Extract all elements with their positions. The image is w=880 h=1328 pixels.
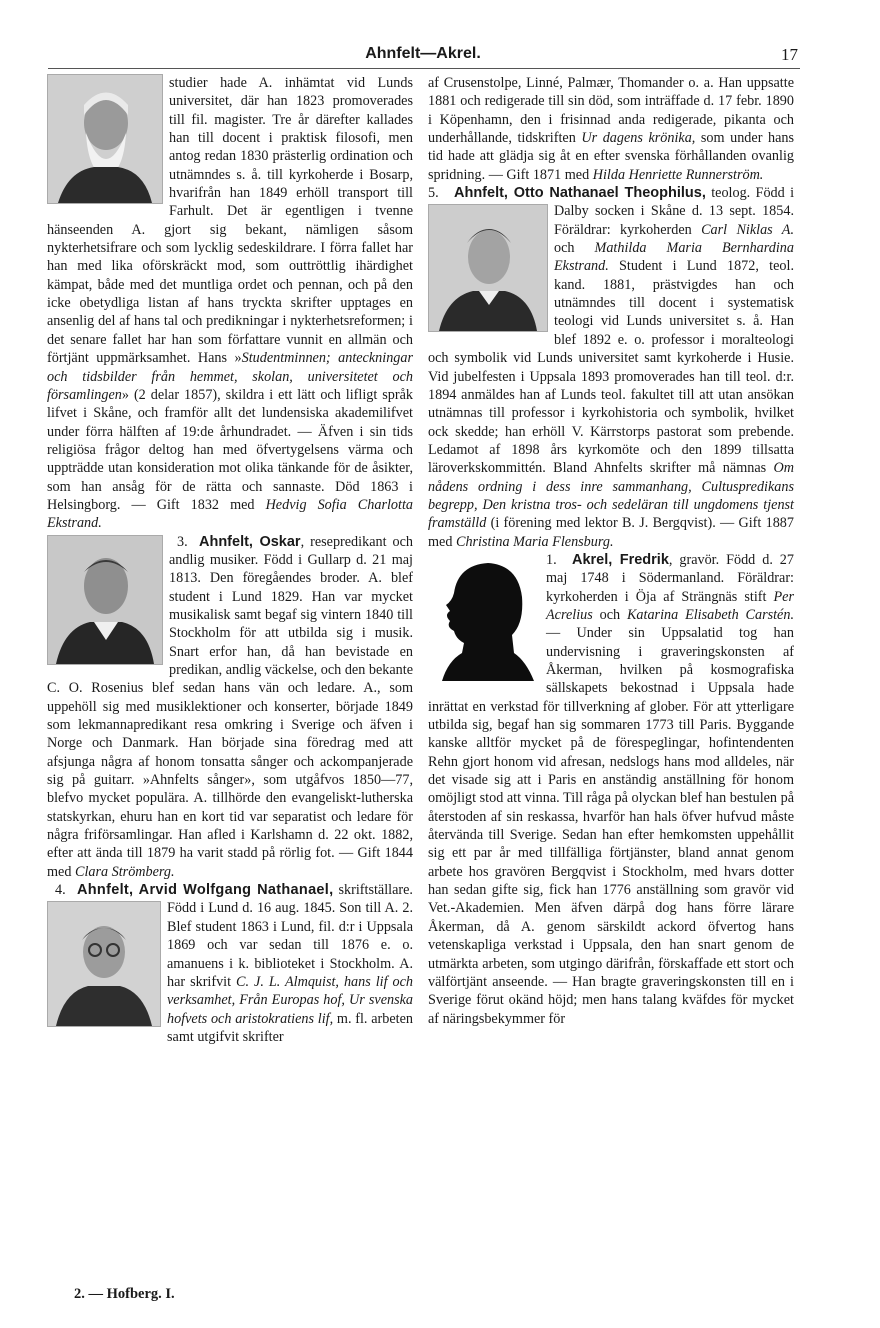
page-number: 17 <box>781 45 798 64</box>
father-name: Carl Niklas A. <box>701 221 794 238</box>
spouse-name: Hedvig Sofia Charlotta Ekstrand. <box>47 496 413 532</box>
entry-continuation-right <box>428 74 794 184</box>
work-titles: Om nådens ordning i dess inre sammanhang, Cultuspredikans begrepp, Den kristna tros- och sedeläran till ungdomens tjenst framställd <box>428 460 794 532</box>
portrait-man-glasses-icon <box>47 901 161 1027</box>
entry-5 <box>428 184 794 551</box>
signature-mark <box>74 1286 175 1303</box>
entry-number: 4. <box>55 882 66 899</box>
journal-title: Ur dagens krönika, <box>581 130 696 147</box>
entry-heading: Akrel, Fredrik <box>572 551 669 568</box>
page-title: Ahnfelt—Akrel. <box>365 45 481 62</box>
running-header <box>48 44 798 68</box>
text-block: — Under sin Uppsalatid tog han undervisning i graveringskonsten af Åkerman, hvilken på kosmografiska sällskapets bekostnad i Uppsala hade inrättat en verkstad för tillverkning af glober. För att ytterligare utbilda sig, begaf han sig sommaren 1773 till Paris. Byggande kanske alltför mycket på de förespeglingar, hofintendenten Rehn gjort honom vid afresan, nedslogs hans mod alldeles, när det visade sig att i Paris en anständig anställning för honom omöjligt stod att vinna. Till råga på olyckan blef han bestulen på återstoden af sin reskassa, hvarför han hals öfver hufvud måste återvända till Sverige. Sedan han efter hemkomsten uppehållit sig ett par år med tillfälliga förtjänster, bland annat genom arbete hos gravören Bergqvist i Stockholm, med hvars dotter han sedan gifte sig, fick han 1776 anställning som gravör vid Vet.-Akademien. Men äfven därpå dog hans förre lärare Åkerman, då A. genom särskildt ackord öfvertog hans vetenskapliga verkstad i Uppsala, den han snart genom de utmärkta arbeten, som utgingo därifrån, förskaffade ett stort och välförtjänt anseende. — Han bragte graveringskonsten till en i Sverige förut okänd höjd; men hans talang kväfdes för mycket af näringsbekymmer för <box>428 625 794 1027</box>
text-block: , resepredikant och andlig musiker. Född i Gullarp d. 21 maj 1813. Den föregåendes broder. A. blef student i Lund 1829. Han var mycket musikalisk samt begaf sig vintern 1840 till Stockholm för att utbilda sig i musik. Snart erfor han, då han bevistade en predikan, andlig väckelse, och den bekante C. O. Rosenius blef sedan hans vän och ledare. A., som uppehöll sig med musiklektioner och konserter, började 1849 som lekmannapredikant resa omkring i Sverige och äfven i Norge och Danmark. Han började sina föredrag med att afsjunga några af honom tonsatta sånger och ackompanjerade sig på guitarr. »Ahnfelts sånger», som utgåfvos 1850—77, blefvo mycket populära. A. tillhörde den evangeliskt-lutherska statskyrkan, ehuru han en kort tid var separatist och ledare för några friförsamlingar. Han afled i Karlshamn d. 22 okt. 1882, efter att ända till 1879 ha varit stadd på rörlig fot. — Gift 1844 med <box>47 533 414 880</box>
portrait-elderly-man-beard-icon <box>47 74 163 204</box>
spouse-name: Hilda Henriette Runnerström. <box>592 166 764 183</box>
entry-heading: Ahnfelt, Otto Nathanael Theophilus, <box>454 185 706 202</box>
book-title: Studentminnen; anteckningar och tidsbilder från hemmet, skolan, universitetet och församlingen <box>47 350 413 403</box>
entry-number: 3. <box>177 533 188 550</box>
silhouette-profile-icon <box>428 553 540 681</box>
text-block: och <box>554 240 595 257</box>
mother-name: Mathilda Maria Bernhardina Ekstrand. <box>554 240 794 275</box>
text-block: och <box>592 606 627 623</box>
entry-number: 1. <box>546 551 557 568</box>
text-block: studier hade A. inhämtat vid Lunds universitet, där han 1823 promoverades till fil. magister. Tre år därefter kallades han till docent i praktisk filosofi, men antog redan 1830 prästerlig ordination och utnämndes s. å. till kyrkoherde i Bosarp, hvarifrån han 1849 erhöll transport till Farhult. Det är egentligen i tvenne hänseenden A. gjort sig bekant, nämligen såsom nykterhetsifrare och som lycklig sedeskildrare. I förra fallet har han med lika oförskräckt mod, som outtröttlig ihärdighet kämpat, både med det muntliga ordet och pennan, och på den icke obetydliga listan af hans tryckta skrifter upptages en ansenlig del af hans tal och predikningar i nykterhetsreformen; i det senare fallet har han som författare vunnit en allmän och förtjänt uppmärksamhet. Hans » <box>47 75 413 367</box>
text-block: m. fl. arbeten samt utgifvit skrifter <box>167 1010 413 1045</box>
work-titles: C. J. L. Almquist, hans lif och verksamhet, Från Europas hof, Ur svenska hofvets och aristokratiens lif, <box>167 973 413 1027</box>
portrait-man-cravat-icon <box>47 535 163 665</box>
entry-heading: Ahnfelt, Arvid Wolfgang Nathanael, <box>77 882 334 899</box>
entry-3 <box>47 533 413 882</box>
text-block: teolog. Född i Dalby socken i Skåne d. 13 sept. 1854. Föräldrar: kyrkoherden <box>554 185 795 238</box>
text-block: af Crusenstolpe, Linné, Palmær, Thomander o. a. Han uppsatte 1881 och redigerade till sin död, som inträffade d. 17 febr. 1890 i Köpenhamn, den i frisinnad anda redigerade, pikanta och underhållande, tidskriften <box>428 75 794 147</box>
entry-number: 5. <box>428 185 439 202</box>
mother-name: Katarina Elisabeth Carstén. <box>626 606 794 623</box>
entry-akrel-1 <box>428 551 794 1028</box>
text-block: Student i Lund 1872, teol. kand. 1881, prästvigdes han och utnämndes till docent i systematisk teologi vid Lunds universitet s. å. Han blef 1892 e. o. professor i moralteologi och symbolik vid Lunds universitet samt kyrkoherde i Husie. Vid jubelfesten i Uppsala 1893 promoverades han till teol. d:r. 1894 anmäldes han af Lunds teol. fakultet till att utan ansökan utnämnas till professor i kyrkohistoria och symbolik, hvilket ock skedde; han erhöll V. Kärrstorps pastorat som prebende. Ledamot af 1898 års kyrkomöte och den 1899 tillsatta läroverkskommittén. Bland Ahnfelts skrifter må nämnas <box>428 258 794 477</box>
text-block: » (2 delar 1857), skildra i ett lätt och lifligt språk lifvet i Skåne, och framför allt det lundensiska akademilifvet under förra hälften af 19:de århundradet. — Äfven i sin tids religiösa frågor deltog han med öfvertygelsens värma och uppträdde utan konsideration mot olika tänkande för de åsikter, som han ansåg för de rätta och sannaste. Död 1863 i Helsingborg. — Gift 1832 med <box>47 386 413 513</box>
text-block: som under hans tid hade att glädja sig åt en efter svenska förhållanden ovanlig spridning. — Gift 1871 med <box>428 130 794 183</box>
text-block: skriftställare. Född i Lund d. 16 aug. 1845. Son till A. 2. Blef student 1863 i Lund, fil. d:r i Uppsala 1869 och var sedan till 1876 e. o. amanuens i k. biblioteket i Stockholm. A. har skrifvit <box>167 882 413 990</box>
left-column <box>47 74 413 1046</box>
spouse-name: Clara Strömberg. <box>74 863 175 880</box>
spouse-name: Christina Maria Flensburg. <box>455 533 614 550</box>
entry-heading: Ahnfelt, Oskar <box>199 533 301 550</box>
father-name: Per Acrelius <box>546 588 794 623</box>
footer-signature: 2. — Hofberg. I. <box>74 1286 175 1302</box>
header-rule <box>48 68 800 69</box>
right-column <box>428 74 794 1028</box>
entry-continuation-left <box>47 74 413 533</box>
entry-4 <box>47 881 413 1046</box>
portrait-young-man-icon <box>428 204 548 332</box>
text-block: (i förening med lektor B. J. Bergqvist). — Gift 1887 med <box>428 515 794 550</box>
text-block: , gravör. Född d. 27 maj 1748 i Södermanland. Föräldrar: kyrkoherden i Öja af Strängnäs stift <box>546 551 794 605</box>
